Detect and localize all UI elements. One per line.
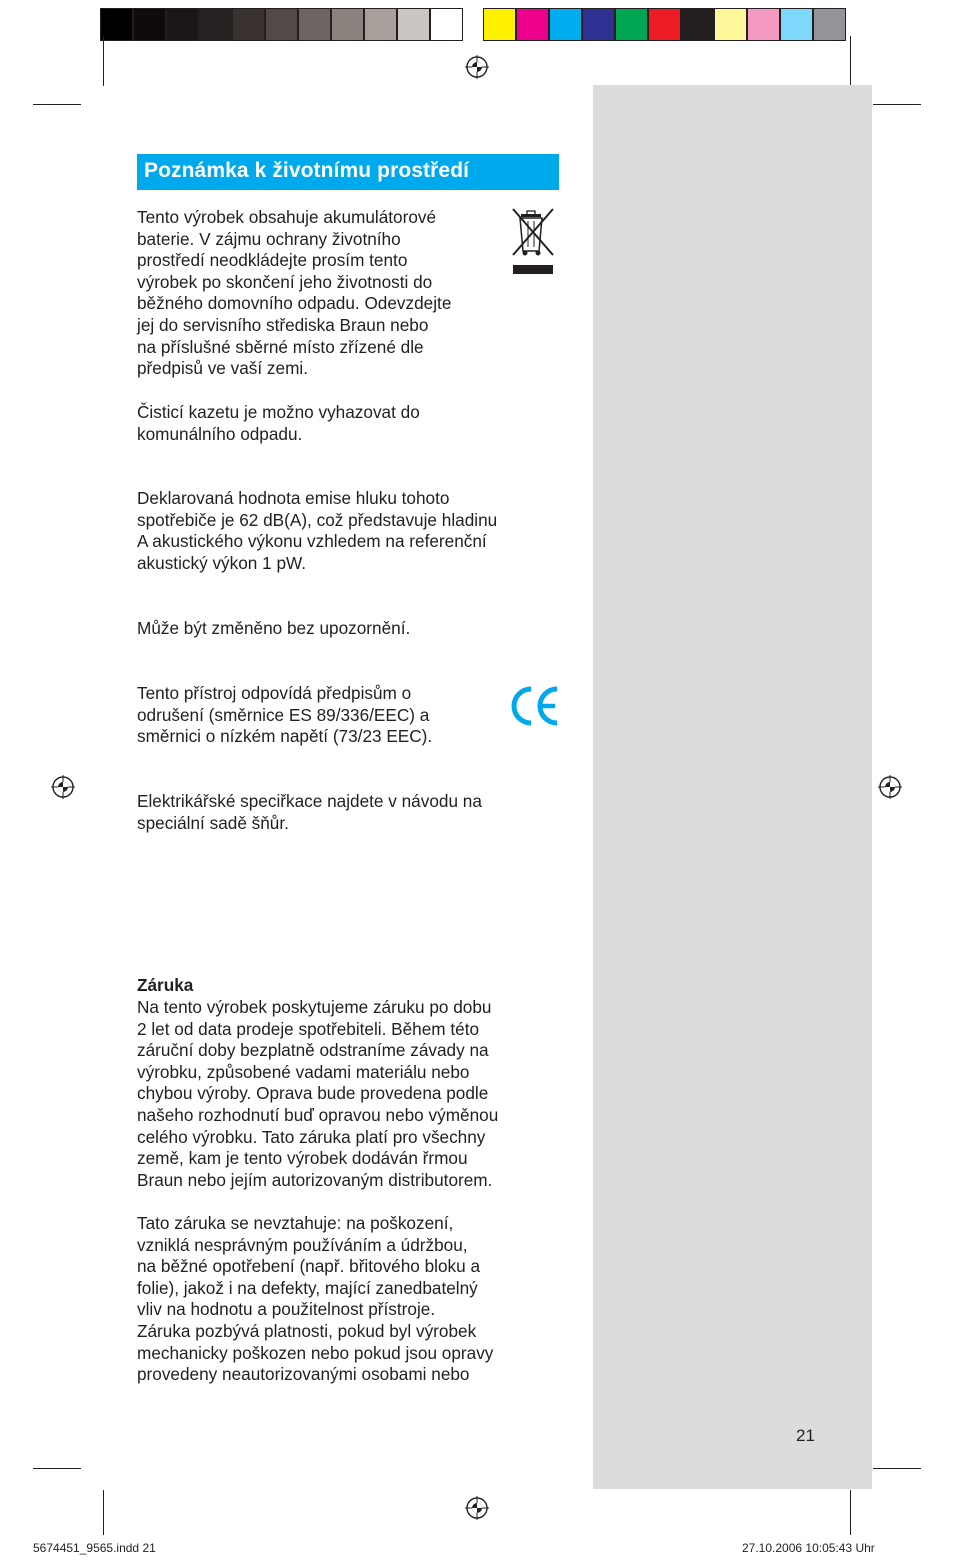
paragraph-warranty: Na tento výrobek poskytujeme záruku po dobu 2 let od data prodeje spotřebiteli. Během této záruční doby bezplatně odstraníme závady na výrobku, způsobené vadami materiálu nebo chybou výroby. Oprava bude provedena podle našeho rozhodnutí buď opravou nebo výměnou celého výrobku. Tato záruka platí pro všechny země, kam je tento výrobek dodáván řrmou Braun nebo jejím autorizovaným distributorem. [137,997,499,1190]
gray-swatch-bar [100,8,463,41]
color-swatch [549,8,582,41]
color-swatch [582,8,615,41]
color-swatch [430,8,463,41]
color-swatch [714,8,747,41]
color-swatch [615,8,648,41]
crop-mark [103,1490,104,1535]
crop-mark [873,1468,921,1469]
registration-mark-icon [51,775,75,799]
paragraph-directives: Tento přístroj odpovídá předpisům o odrušení (směrnice ES 89/336/EEC) a směrnici o nízkém napětí (73/23 EEC). [137,683,433,747]
color-swatch [516,8,549,41]
paragraph-electrical: Elektrikářské speciřkace najdete v návodu na speciální sadě šňůr. [137,791,482,833]
margin-sidebar [593,85,872,1489]
color-swatch [100,8,133,41]
slug-timestamp: 27.10.2006 10:05:43 Uhr [742,1541,875,1555]
warranty-title: Záruka [137,975,194,995]
color-swatch [331,8,364,41]
crossed-bin-icon [511,207,555,275]
paragraph-warranty-exclusions: Tato záruka se nevztahuje: na poškození, vzniklá nesprávným používáním a údržbou, na běžné opotřebení (např. břitového bloku a folie), jakož i na defekty, mající zanedbatelný vliv na hodnotu a použitelnost přístroje. Záruka pozbývá platnosti, pokud byl výrobek mechanicky poškozen nebo pokud jsou opravy provedeny neautorizovanými osobami nebo [137,1213,494,1385]
crop-mark [850,36,851,86]
color-swatch [166,8,199,41]
color-swatch [232,8,265,41]
paragraph-change-notice: Může být změněno bez upozornění. [137,618,411,638]
color-swatch [199,8,232,41]
color-swatch [364,8,397,41]
color-swatch [747,8,780,41]
registration-mark-icon [465,1496,489,1520]
crop-mark [33,104,81,105]
crop-mark [103,36,104,86]
section-heading: Poznámka k životnímu prostředí [137,154,559,190]
slug-file: 5674451_9565.indd 21 [33,1541,156,1555]
color-swatch [397,8,430,41]
paragraph-batteries: Tento výrobek obsahuje akumulátorové baterie. V zájmu ochrany životního prostředí neodkládejte prosím tento výrobek po skončení jeho životnosti do běžného domovního odpadu. Odevzdejte jej do servisního střediska Braun nebo na příslušné sběrné místo zřízené dle předpisů ve vaší zemi. [137,207,452,379]
registration-mark-icon [465,55,489,79]
color-swatch [813,8,846,41]
paragraph-cartridge: Čisticí kazetu je možno vyhazovat do komunálního odpadu. [137,402,420,444]
crop-mark [873,104,921,105]
color-swatch [298,8,331,41]
registration-mark-icon [878,775,902,799]
color-swatch [133,8,166,41]
page-number: 21 [796,1426,815,1445]
crop-mark [850,1490,851,1535]
color-swatch [648,8,681,41]
process-color-swatch-bar [483,8,846,41]
ce-mark-icon [510,684,560,728]
color-swatch [265,8,298,41]
color-swatch [780,8,813,41]
crop-mark [33,1468,81,1469]
color-swatch [681,8,714,41]
paragraph-noise: Deklarovaná hodnota emise hluku tohoto spotřebiče je 62 dB(A), což představuje hladinu A akustického výkonu vzhledem na referenční akustický výkon 1 pW. [137,488,498,573]
color-swatch [483,8,516,41]
